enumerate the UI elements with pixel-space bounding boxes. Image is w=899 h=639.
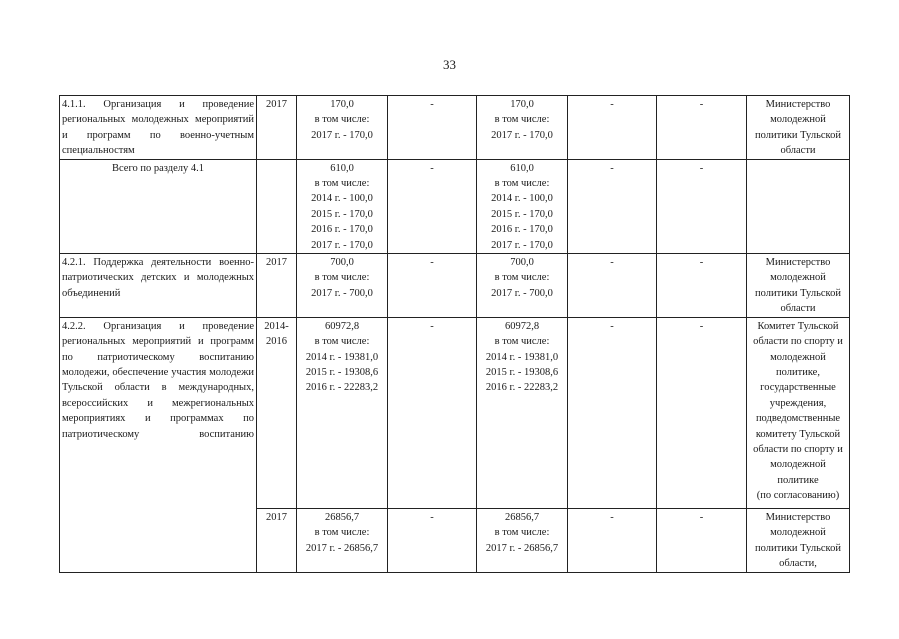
total-funding-cell: 170,0 в том числе: 2017 г. - 170,0	[297, 96, 388, 160]
funding-col4-cell: 60972,8 в том числе: 2014 г. - 19381,0 2015 г. - 19308,6 2016 г. - 22283,2	[477, 317, 568, 508]
funding-col3-cell: -	[388, 508, 477, 572]
budget-table	[59, 95, 850, 573]
executor-cell: Комитет Тульской области по спорту и молодежной политике, государственные учреждения, подведомственные комитету Тульской области по спорту и молодежной политике (по согласованию)	[747, 317, 850, 508]
year-cell: 2014- 2016	[257, 317, 297, 508]
table-row	[60, 96, 850, 160]
funding-col4-cell: 610,0 в том числе: 2014 г. - 100,0 2015 г. - 170,0 2016 г. - 170,0 2017 г. - 170,0	[477, 159, 568, 253]
total-funding-cell: 60972,8 в том числе: 2014 г. - 19381,0 2015 г. - 19308,6 2016 г. - 22283,2	[297, 317, 388, 508]
executor-cell: Министерство молодежной политики Тульской области,	[747, 508, 850, 572]
total-funding-cell: 700,0 в том числе: 2017 г. - 700,0	[297, 254, 388, 318]
measure-name-cell: 4.2.2. Организация и проведение региональных мероприятий и программ по патриотическому воспитанию молодежи, обеспечение участия молодежи Тульской области в международных, всероссийских и межрегиональных мероприятиях и программах по патриотическому воспитанию	[60, 317, 257, 572]
table-row	[60, 159, 850, 253]
total-funding-cell: 610,0 в том числе: 2014 г. - 100,0 2015 г. - 170,0 2016 г. - 170,0 2017 г. - 170,0	[297, 159, 388, 253]
year-cell	[257, 159, 297, 253]
total-funding-cell: 26856,7 в том числе: 2017 г. - 26856,7	[297, 508, 388, 572]
funding-col5-cell: -	[568, 317, 657, 508]
measure-name-cell: 4.1.1. Организация и проведение региональных молодежных мероприятий и программ по военно-учетным специальностям	[60, 96, 257, 160]
funding-col3-cell: -	[388, 254, 477, 318]
funding-col6-cell: -	[657, 317, 747, 508]
section-total-label: Всего по разделу 4.1	[60, 159, 257, 253]
funding-col4-cell: 170,0 в том числе: 2017 г. - 170,0	[477, 96, 568, 160]
table-row	[60, 317, 850, 508]
executor-cell: Министерство молодежной политики Тульской области	[747, 96, 850, 160]
executor-cell: Министерство молодежной политики Тульской области	[747, 254, 850, 318]
funding-col5-cell: -	[568, 96, 657, 160]
year-cell: 2017	[257, 96, 297, 160]
funding-col3-cell: -	[388, 317, 477, 508]
funding-col6-cell: -	[657, 254, 747, 318]
year-cell: 2017	[257, 254, 297, 318]
measure-name-cell: 4.2.1. Поддержка деятельности военно-патриотических детских и молодежных объединений	[60, 254, 257, 318]
funding-col6-cell: -	[657, 508, 747, 572]
year-cell: 2017	[257, 508, 297, 572]
funding-col3-cell: -	[388, 96, 477, 160]
funding-col6-cell: -	[657, 159, 747, 253]
executor-cell	[747, 159, 850, 253]
funding-col5-cell: -	[568, 508, 657, 572]
funding-col6-cell: -	[657, 96, 747, 160]
funding-col3-cell: -	[388, 159, 477, 253]
table-row	[60, 254, 850, 318]
funding-col4-cell: 26856,7 в том числе: 2017 г. - 26856,7	[477, 508, 568, 572]
funding-col5-cell: -	[568, 254, 657, 318]
funding-col4-cell: 700,0 в том числе: 2017 г. - 700,0	[477, 254, 568, 318]
page-number: 33	[443, 57, 456, 72]
funding-col5-cell: -	[568, 159, 657, 253]
